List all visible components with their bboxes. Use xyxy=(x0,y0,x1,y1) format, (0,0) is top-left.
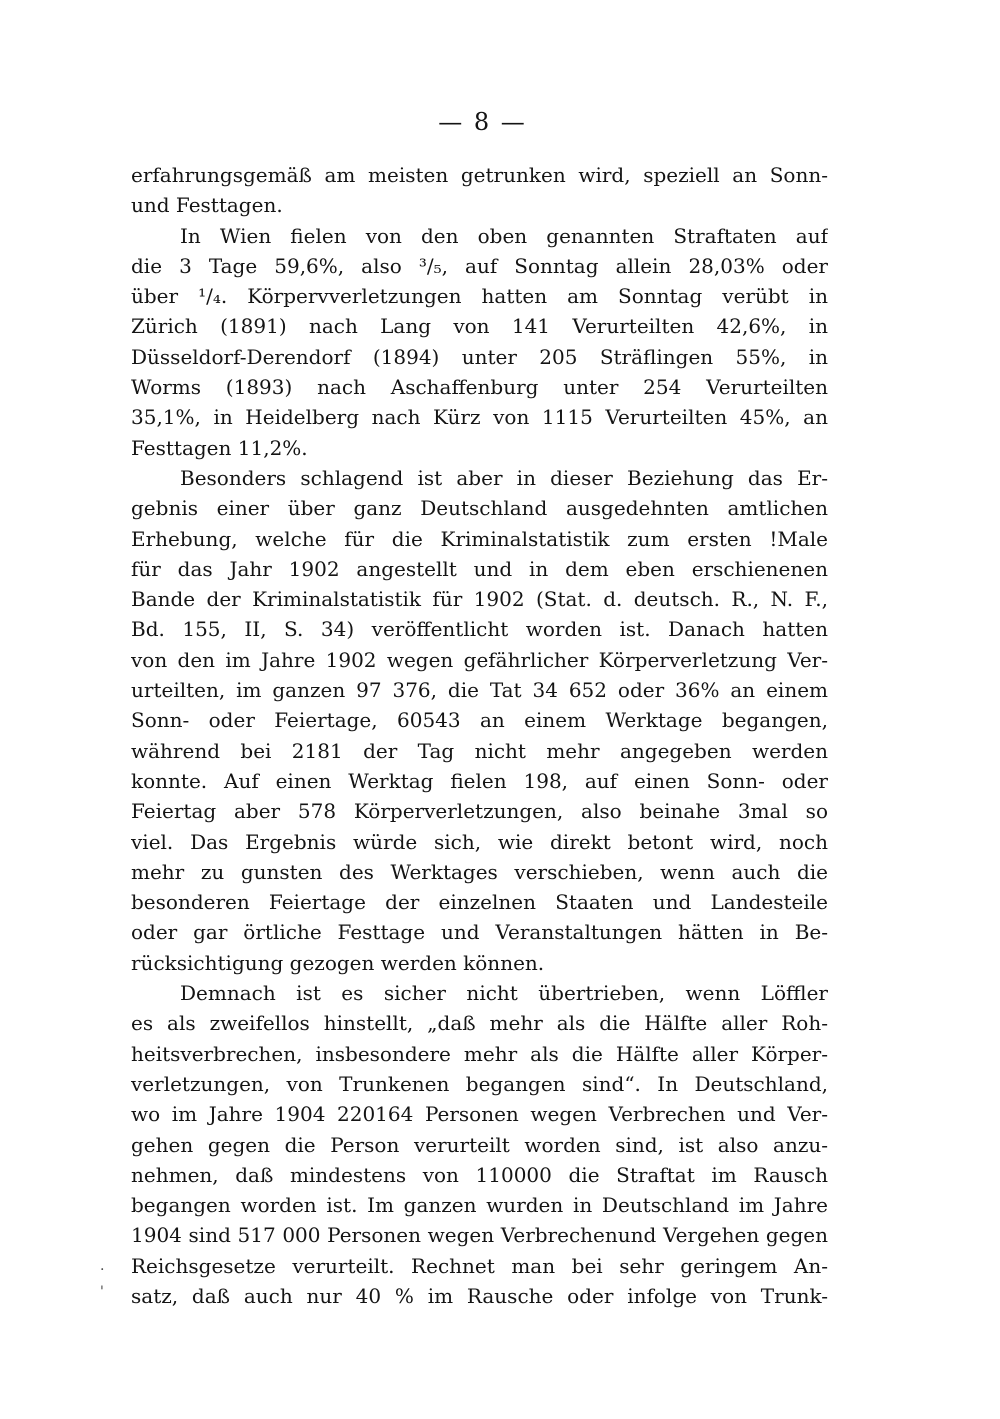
text-line: gehen gegen die Person verurteilt worden sind, ist also anzu- xyxy=(131,1132,828,1157)
text-line: die 3 Tage 59,6%, also ³/₅, auf Sonntag allein 28,03% oder xyxy=(131,253,828,278)
text-line: konnte. Auf einen Werktag fielen 198, auf einen Sonn- oder xyxy=(131,768,828,793)
text-line: Feiertag aber 578 Körperverletzungen, also beinahe 3mal so xyxy=(131,799,828,824)
text-line: viel. Das Ergebnis würde sich, wie direkt betont wird, noch xyxy=(131,829,828,854)
text-line: nehmen, daß mindestens von 110000 die Straftat im Rausch xyxy=(131,1162,828,1187)
text-line: In Wien fielen von den oben genannten Straftaten auf xyxy=(180,223,828,248)
text-line: Sonn- oder Feiertage, 60543 an einem Werktage begangen, xyxy=(131,708,828,733)
text-line: für das Jahr 1902 angestellt und in dem eben erschienenen xyxy=(131,556,828,581)
text-line: Reichsgesetze verurteilt. Rechnet man bei sehr geringem An- xyxy=(131,1253,828,1278)
text-line: gebnis einer über ganz Deutschland ausgedehnten amtlichen xyxy=(131,496,828,521)
text-line: urteilten, im ganzen 97 376, die Tat 34 652 oder 36% an einem xyxy=(131,678,828,703)
text-line: Worms (1893) nach Aschaffenburg unter 254 Verurteilten xyxy=(131,375,828,400)
text-line: oder gar örtliche Festtage und Veranstaltungen hätten in Be- xyxy=(131,920,828,945)
text-line: Bande der Kriminalstatistik für 1902 (Stat. d. deutsch. R., N. F., xyxy=(131,587,828,612)
text-line: Besonders schlagend ist aber in dieser Beziehung das Er- xyxy=(180,465,828,490)
text-line: Zürich (1891) nach Lang von 141 Verurteilten 42,6%, in xyxy=(131,314,828,339)
text-line: 1904 sind 517 000 Personen wegen Verbrechenund Vergehen gegen xyxy=(131,1223,828,1248)
text-line: es als zweifellos hinstellt, „daß mehr als die Hälfte aller Roh- xyxy=(131,1011,828,1036)
text-line: erfahrungsgemäß am meisten getrunken wird, speziell an Sonn- xyxy=(131,163,828,187)
page-number: — 8 — xyxy=(438,108,527,136)
text-line: Erhebung, welche für die Kriminalstatistik zum ersten !Male xyxy=(131,526,828,551)
text-line: von den im Jahre 1902 wegen gefährlicher Körperverletzung Ver- xyxy=(131,647,828,672)
text-line: rücksichtigung gezogen werden können. xyxy=(131,950,545,975)
text-line: Düsseldorf-Derendorf (1894) unter 205 Sträflingen 55%, in xyxy=(131,344,828,369)
margin-mark: ' xyxy=(100,1284,104,1300)
text-line: besonderen Feiertage der einzelnen Staaten und Landesteile xyxy=(131,890,828,915)
text-line: heitsverbrechen, insbesondere mehr als die Hälfte aller Körper- xyxy=(131,1041,828,1066)
text-line: verletzungen, von Trunkenen begangen sind“. In Deutschland, xyxy=(131,1071,828,1096)
text-line: während bei 2181 der Tag nicht mehr angegeben werden xyxy=(131,738,828,763)
text-line: mehr zu gunsten des Werktages verschieben, wenn auch die xyxy=(131,859,828,884)
text-line: über ¹/₄. Körpervverletzungen hatten am Sonntag verübt in xyxy=(131,284,828,309)
page-body-text xyxy=(131,160,828,1311)
text-line: wo im Jahre 1904 220164 Personen wegen Verbrechen und Ver- xyxy=(131,1102,828,1127)
text-line: Demnach ist es sicher nicht übertrieben, wenn Löffler xyxy=(180,981,828,1006)
text-line: Festtagen 11,2%. xyxy=(131,435,308,460)
text-line: und Festtagen. xyxy=(131,193,283,218)
margin-mark: . xyxy=(100,1258,105,1274)
text-line: Bd. 155, II, S. 34) veröffentlicht worden ist. Danach hatten xyxy=(131,617,828,642)
text-line: begangen worden ist. Im ganzen wurden in Deutschland im Jahre xyxy=(131,1193,828,1218)
text-line: 35,1%, in Heidelberg nach Kürz von 1115 Verurteilten 45%, an xyxy=(131,405,828,430)
text-line: satz, daß auch nur 40 % im Rausche oder infolge von Trunk- xyxy=(131,1283,828,1308)
